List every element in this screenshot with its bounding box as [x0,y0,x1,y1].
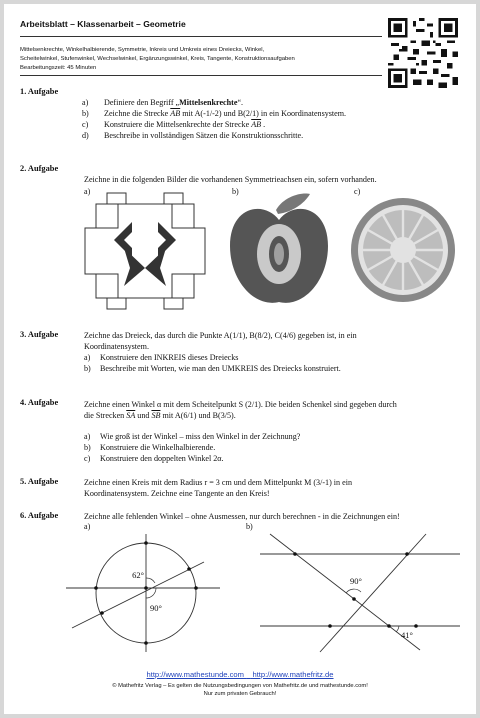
symmetry-figure-a [74,190,216,312]
angle-figure-b [240,532,466,660]
task-3-line-2: Koordinatensystem. [84,342,149,351]
task-1a-marker: a) [82,98,89,107]
link-mathestunde[interactable]: http://www.mathestunde.com [146,670,244,679]
task-1c-text: Konstruiere die Mittelsenkrechte der Strecke $\overline{AB}$ . [104,120,266,129]
task-5-line-2: Koordinatensystem. Zeichne eine Tangente an den Kreis! [84,489,270,498]
link-mathefritz[interactable]: http://www.mathefritz.de [252,670,334,679]
header-divider [20,36,382,37]
angle-figure-a [64,532,234,660]
task-2-intro: Zeichne in die folgenden Bilder die vorhandenen Symmetrieachsen ein, sofern vorhanden. [84,175,377,184]
task-3a-text: Konstruiere den INKREIS dieses Dreiecks [100,353,239,362]
task-1a-text: Definiere den Begriff „Mittelsenkrechte“. [104,98,244,107]
usage-note: Nur zum privaten Gebrauch! [203,691,277,697]
time-limit: Bearbeitungszeit: 45 Minuten [20,65,97,71]
angle-label-62: 62° [132,570,144,580]
task-4a-text: Wie groß ist der Winkel – miss den Winkel in der Zeichnung? [100,432,301,441]
worksheet-page [4,4,476,714]
angle-label-41: 41° [401,630,413,640]
task-4-line-2: die Strecken $\overline{SA}$ und $\overline{SB}$ mit A(6/1) und B(3/5). [84,411,236,420]
footer-links [4,670,476,679]
task-3-line-1: Zeichne das Dreieck, das durch die Punkte A(1/1), B(8/2), C(4/6) gegeben ist, in ein [84,331,357,340]
qr-code [388,18,458,88]
task-4b-text: Konstruiere die Winkelhalbierende. [100,443,216,452]
symmetry-figure-citrus [350,190,456,312]
task-3a-marker: a) [84,353,91,362]
topics-line-1: Mittelsenkrechte, Winkelhalbierende, Symmetrie, Inkreis und Umkreis eines Dreiecks, Winkel, [20,47,265,53]
task-1b-marker: b) [82,109,89,118]
task-1d-text: Beschreibe in vollständigen Sätzen die Konstruktionsschritte. [104,131,304,140]
topics-line-2: Scheitelwinkel, Stufenwinkel, Wechselwinkel, Ergänzungswinkel, Kreis, Tangente, Konstruktionsaufgaben [20,56,295,62]
angle-label-90-a: 90° [150,603,162,613]
copyright-line: © Mathefritz Verlag – Es gelten die Nutzungsbedingungen von Mathefritz.de und mathestunde.com! [112,683,368,689]
task-1b-text: Zeichne die Strecke $\overline{AB}$ mit A(-1/-2) und B(2/1) in ein Koordinatensystem. [104,109,347,118]
task-2b-marker: b) [232,187,239,196]
task-5-line-1: Zeichne einen Kreis mit dem Radius r = 3 cm und dem Mittelpunkt M (3/-1) in ein [84,478,353,487]
task-3b-marker: b) [84,364,91,373]
task-6-label: 6. Aufgabe [20,511,59,520]
task-4a-marker: a) [84,432,91,441]
topics-divider [20,75,382,76]
task-4-line-1: Zeichne einen Winkel α mit dem Scheitelpunkt S (2/1). Die beiden Schenkel sind gegeben durch [84,400,397,409]
task-1d-marker: d) [82,131,89,140]
task-6-intro: Zeichne alle fehlenden Winkel – ohne Ausmessen, nur durch berechnen - in die Zeichnungen ein! [84,512,400,521]
task-4c-marker: c) [84,454,91,463]
task-3b-text: Beschreibe mit Worten, wie man den UMKREIS des Dreiecks konstruiert. [100,364,341,373]
task-5-label: 5. Aufgabe [20,477,59,486]
task-3-label: 3. Aufgabe [20,330,59,339]
task-1c-marker: c) [82,120,89,129]
task-2c-marker: c) [354,187,361,196]
task-2-label: 2. Aufgabe [20,164,59,173]
angle-label-90-b: 90° [350,576,362,586]
topics-block [20,46,380,73]
task-2a-marker: a) [84,187,91,196]
task-1-label: 1. Aufgabe [20,87,59,96]
task-4c-text: Konstruiere den doppelten Winkel 2α. [100,454,224,463]
symmetry-figure-apple [226,190,332,312]
task-6a-marker: a) [84,522,91,531]
task-4-label: 4. Aufgabe [20,398,59,407]
worksheet-title: Arbeitsblatt – Klassenarbeit – Geometrie [20,19,186,29]
task-4b-marker: b) [84,443,91,452]
task-6b-marker: b) [246,522,253,531]
footer-copyright [4,682,476,698]
